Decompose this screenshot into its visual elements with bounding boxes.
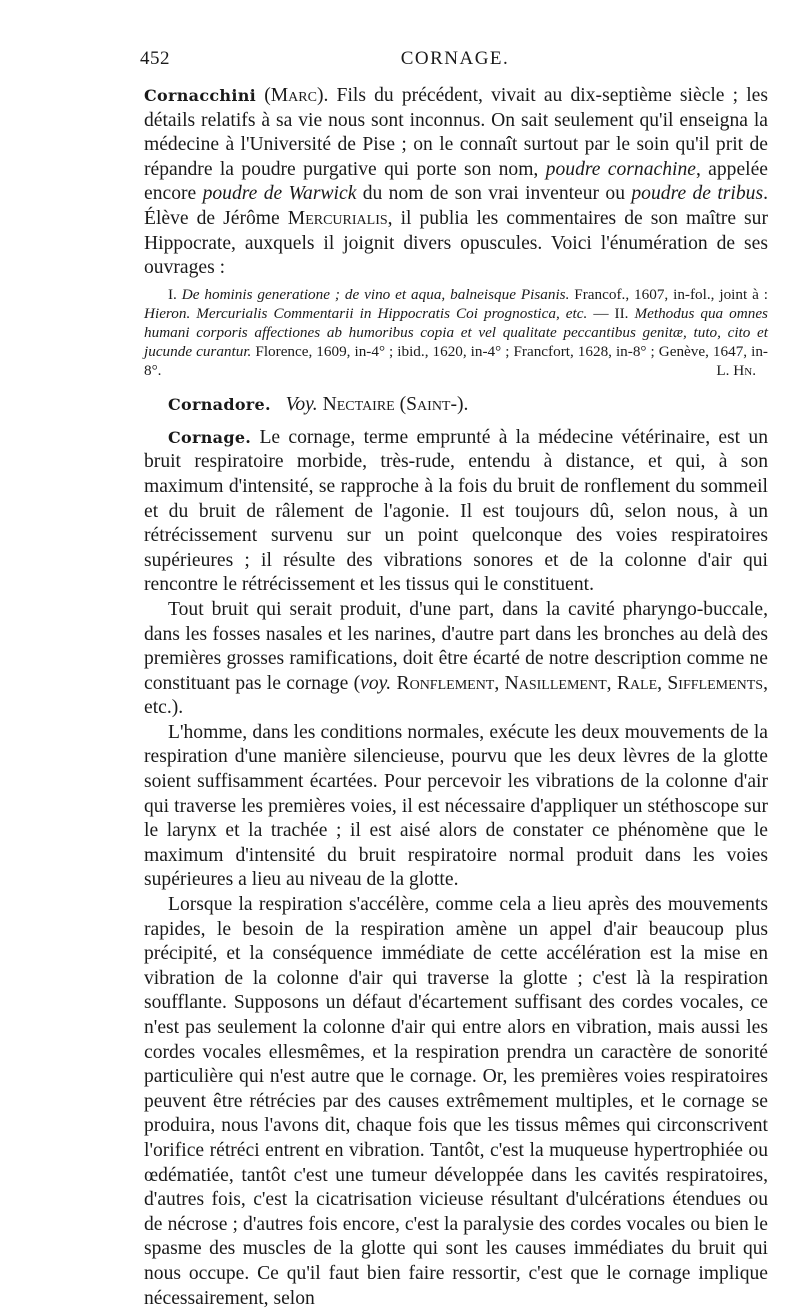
- bib-pub-3: Florence, 1609, in-4° ; ibid., 1620, in-4° ; Francfort, 1628, in-8° ; Genève, 1647, in-8°.: [144, 342, 768, 379]
- headword-cornacchini: Cornacchini: [144, 86, 257, 105]
- bibliography: [144, 285, 768, 380]
- bib-number: I.: [168, 285, 182, 303]
- cross-reference: Nectaire (Saint-).: [322, 393, 469, 415]
- entry-text: , appelée encore: [144, 158, 768, 205]
- name-marc: (Marc).: [264, 85, 329, 106]
- bib-title-3: Methodus qua omnes humani corporis affectiones ab humoribus copia et vel qualitate peccantibus genitæ, tuto, cito et jucunde curantur.: [144, 304, 768, 360]
- body-text: [144, 84, 768, 1311]
- poudre-de-tribus: poudre de tribus: [631, 183, 764, 205]
- paragraph-text: Le cornage, terme emprunté à la médecine vétérinaire, est un bruit respiratoire morbide, très-rude, entendu à distance, et qui, à son maximum d'intensité, se rapproche à la fois du bruit de ronflement du sommeil et du bruit de râlement de l'agonie. Il est toujours dû, selon nous, à un rétrécissement survenu sur un point quelconque des voies respiratoires supérieures ; il résulte des vibrations sonores et de la colonne d'air qui rencontre le rétrécissement et les tissus qui le constituent.: [144, 426, 768, 596]
- entry-cornage-para-2: [144, 598, 768, 721]
- headword-cornage: Cornage.: [168, 427, 252, 447]
- paragraph-text: , etc.).: [144, 672, 768, 719]
- entry-text: Fils du précédent, vivait au dix-septième siècle ; les détails relatifs à sa vie nous sont inconnus. On sait seulement qu'il enseigna la médecine à l'Université de Pise ; on le connaît surtout par le soin qu'il prit de répandre la poudre purgative qui porte son nom,: [144, 85, 769, 180]
- bib-pub-2: — II.: [587, 304, 635, 322]
- author-signature: L. Hn.: [716, 361, 756, 379]
- bib-pub-1: Francof., 1607, in-fol., joint à :: [569, 285, 769, 303]
- bib-title-1: De hominis generatione ; de vino et aqua, balneisque Pisanis.: [181, 285, 570, 303]
- entry-cornage-para-4: Lorsque la respiration s'accélère, comme cela a lieu après des mouvements rapides, le besoin de la respiration amène un appel d'air beaucoup plus précipité, et la conséquence immédiate de cette accélération est la mise en vibration de la colonne d'air qui traverse la glotte ; c'est là la respiration soufflante. Supposons un défaut d'écartement suffisant des cordes vocales, ce n'est pas seulement la colonne d'air qui entre alors en vibration, mais aussi les cordes vocales ellesmêmes, et la respiration prendra un caractère de sonorité particulière qui n'est autre que le cornage. Or, les premières voies respiratoires peuvent être rétrécies par des causes extrêmement multiples, et le cornage se produira, nous l'avons dit, chaque fois que les tissus mêmes qui circonscrivent l'orifice rétréci entrent en vibration. Tantôt, c'est la muqueuse hypertrophiée ou œdématiée, tantôt c'est une tumeur développée dans les cavités respiratoires, d'autres fois, c'est la cicatrisation vicieuse résultant d'ulcérations étendues ou de nécrose ; d'autres fois encore, c'est la paralysie des cordes vocales ou bien le spasme des muscles de la glotte qui sont les causes immédiates du bruit qui nous occupe. Ce qu'il faut bien faire ressortir, c'est que le cornage implique nécessairement, selon: [144, 894, 768, 1309]
- headword-cornadore: Cornadore.: [168, 394, 271, 414]
- entry-cornage-para-3: L'homme, dans les conditions normales, exécute les deux mouvements de la respiration d'une manière silencieuse, pourvu que les deux lèvres de la glotte soient suffisamment écartées. Pour percevoir les vibrations de la colonne d'air qui traverse les premières voies, il est nécessaire d'appliquer un stéthoscope sur le larynx et la trachée ; il est aisé alors de constater ce phénomène que le maximum d'intensité du bruit respiratoire normal produit dans les voies supérieures a lieu au niveau de la glotte.: [144, 721, 768, 891]
- entry-text: du nom de son vrai inventeur ou: [356, 183, 632, 205]
- entry-text: . Élève de Jérôme: [144, 183, 768, 229]
- entry-cornadore: [144, 393, 768, 417]
- entry-text: , il publia les commentaires de son maître sur Hippocrate, auxquels il joignit divers opuscules. Voici l'énumération de ses ouvrages :: [144, 207, 768, 279]
- voy-label: Voy.: [285, 393, 318, 415]
- paragraph-text: Tout bruit qui serait produit, d'une part, dans la cavité pharyngo-buccale, dans les fosses nasales et les narines, d'autre part dans les bronches au delà des premières grosses ramifications, doit être écarté de notre description comme ne constituant pas le cornage (: [144, 598, 768, 694]
- mercurialis: Mercurialis: [287, 207, 388, 229]
- bib-title-2: Hieron. Mercurialis Commentarii in Hippocratis Coi prognostica, etc.: [144, 304, 588, 322]
- running-head: CORNAGE.: [400, 48, 510, 69]
- page-header: [140, 48, 770, 74]
- entry-cornacchini: [144, 84, 768, 281]
- entry-cornage-para-1: [144, 426, 768, 598]
- page-number: 452: [140, 48, 170, 69]
- voy-label: voy.: [360, 672, 392, 694]
- poudre-cornachine: poudre cornachine: [545, 158, 696, 180]
- poudre-de-warwick: poudre de Warwick: [202, 183, 357, 205]
- cross-references: Ronflement, Nasillement, Rale, Sifflements: [391, 672, 764, 694]
